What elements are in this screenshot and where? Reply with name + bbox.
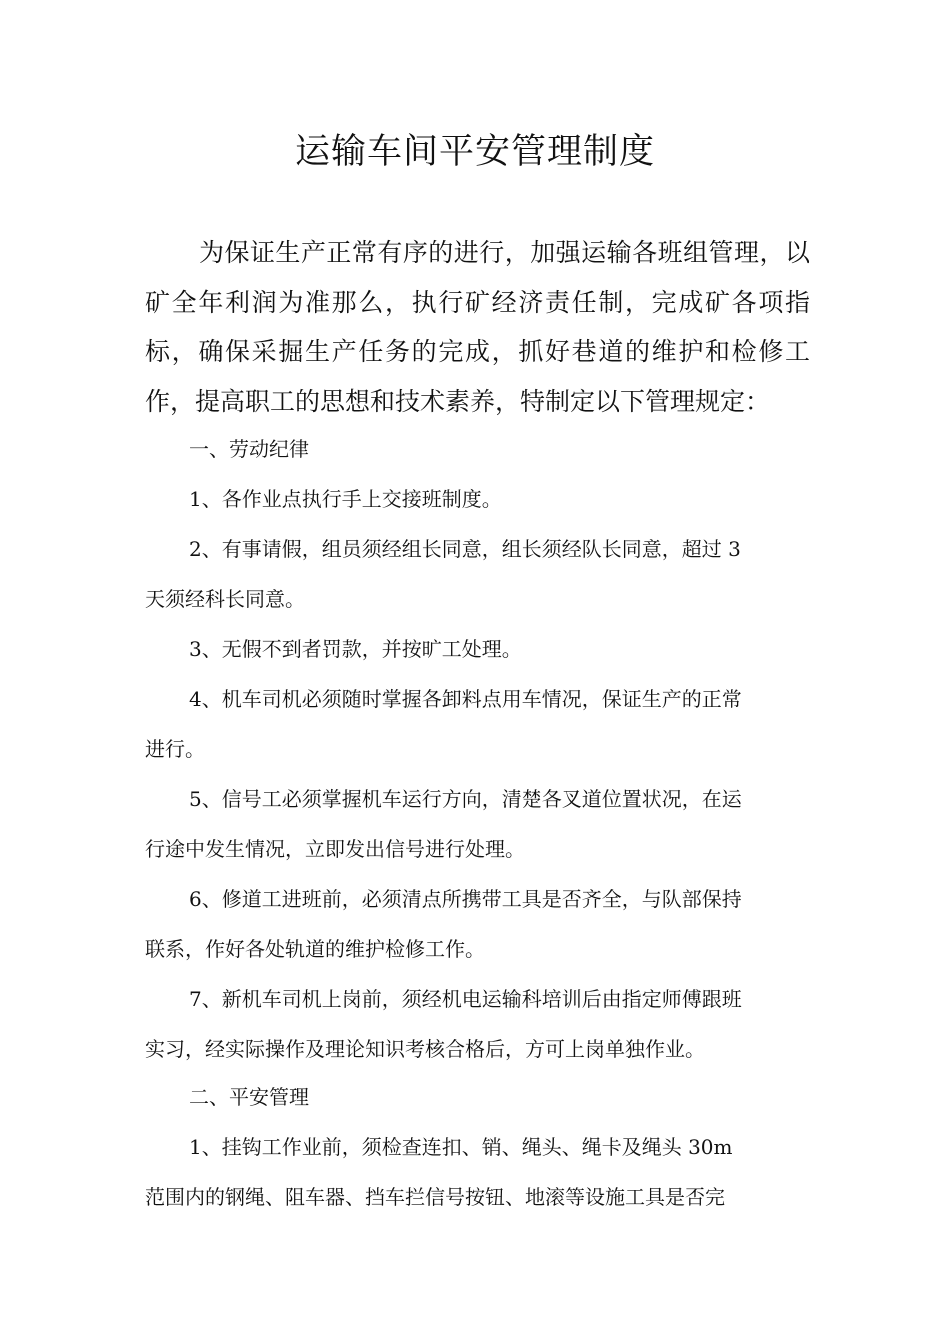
rule-item-continuation: 进行。 <box>145 737 205 761</box>
section-heading-labor-discipline: 一、劳动纪律 <box>189 437 309 461</box>
rule-item: 1、各作业点执行手上交接班制度。 <box>189 487 502 511</box>
rule-item-continuation: 实习，经实际操作及理论知识考核合格后，方可上岗单独作业。 <box>145 1037 705 1061</box>
rule-item: 3、无假不到者罚款，并按旷工处理。 <box>189 637 522 661</box>
section-heading-safety-management: 二、平安管理 <box>189 1085 309 1109</box>
rule-item: 2、有事请假，组员须经组长同意，组长须经队长同意，超过 3 <box>189 537 741 561</box>
rule-item: 5、信号工必须掌握机车运行方向，清楚各叉道位置状况，在运 <box>189 787 742 811</box>
rule-item-continuation: 行途中发生情况，立即发出信号进行处理。 <box>145 837 525 861</box>
rule-item: 1、挂钩工作业前，须检查连扣、销、绳头、绳卡及绳头 30m <box>189 1135 733 1159</box>
intro-paragraph: 为保证生产正常有序的进行，加强运输各班组管理，以矿全年利润为准那么，执行矿经济责任制，完成矿各项指标，确保采掘生产任务的完成，抓好巷道的维护和检修工作，提高职工的思想和技术素养，特制定以下管理规定： <box>145 238 810 416</box>
rule-item: 4、机车司机必须随时掌握各卸料点用车情况，保证生产的正常 <box>189 687 742 711</box>
rule-item: 6、修道工进班前，必须清点所携带工具是否齐全，与队部保持 <box>189 887 742 911</box>
rule-item: 7、新机车司机上岗前，须经机电运输科培训后由指定师傅跟班 <box>189 987 742 1011</box>
document-title: 运输车间平安管理制度 <box>294 132 655 172</box>
rule-item-continuation: 联系，作好各处轨道的维护检修工作。 <box>145 937 485 961</box>
rule-item-continuation: 天须经科长同意。 <box>145 587 305 611</box>
rule-item-continuation: 范围内的钢绳、阻车器、挡车拦信号按钮、地滚等设施工具是否完 <box>145 1185 725 1209</box>
